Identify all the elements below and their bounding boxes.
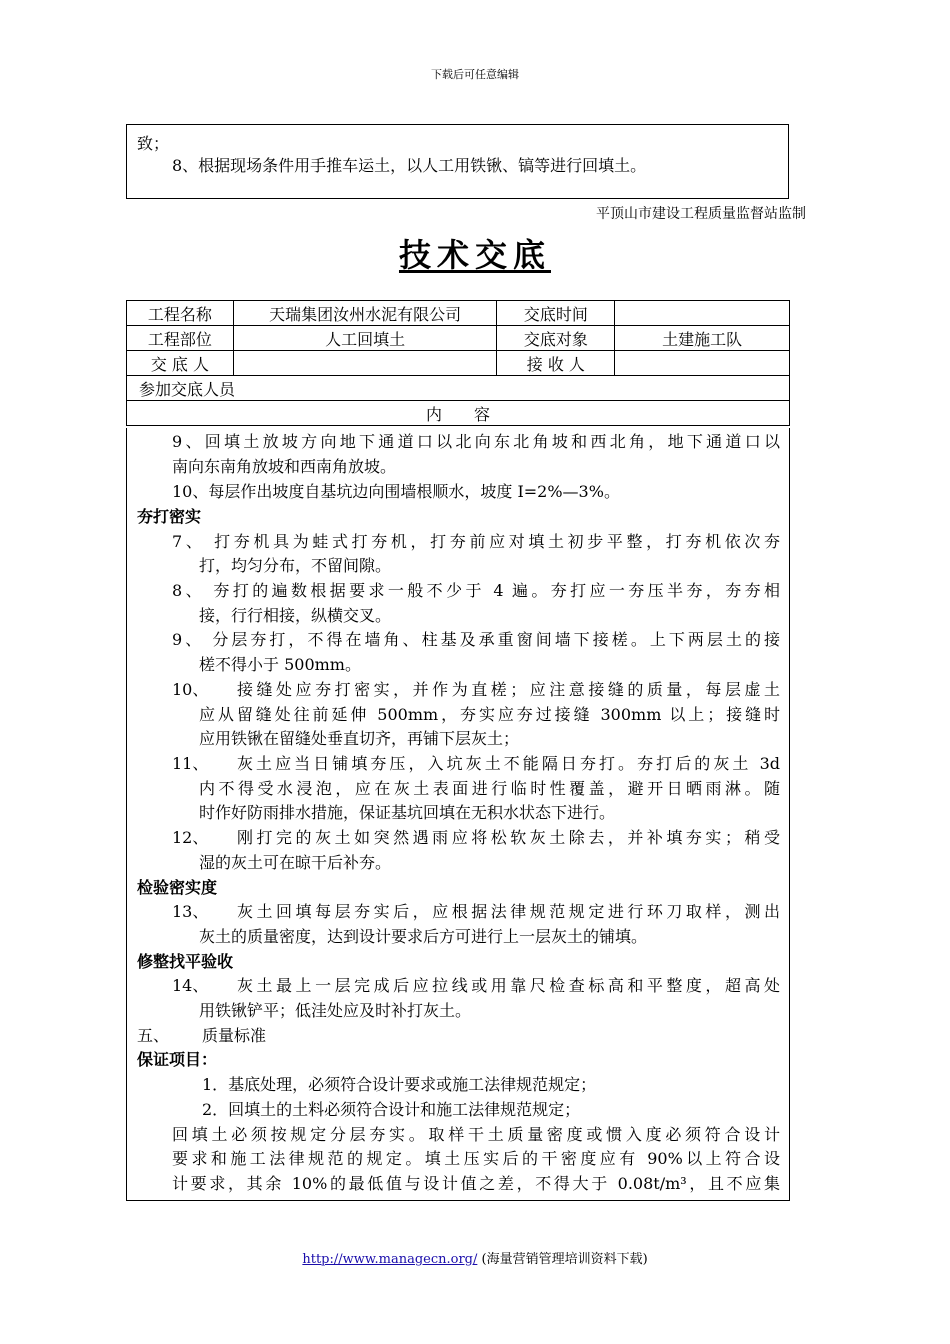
section-number: 五、 (137, 1026, 170, 1045)
item-number: 10、 (172, 680, 209, 699)
content-line: 灰土的质量密度，达到设计要求后方可进行上一层灰土的铺填。 (199, 927, 648, 946)
header-note: 下载后可任意编辑 (431, 68, 519, 81)
top-box-line2: 8、根据现场条件用手推车运土，以人工用铁锹、镐等进行回填土。 (172, 156, 647, 175)
content-line: 内不得受水浸泡，应在灰土表面进行临时性覆盖，避开日晒雨淋。随 (199, 779, 780, 798)
content-line: 打，均匀分布，不留间隙。 (199, 556, 392, 575)
content-line: 槎不得小于 500mm。 (199, 655, 361, 674)
top-box-line1: 致； (137, 134, 170, 153)
time-label: 交底时间 (497, 301, 615, 326)
project-name-value: 天瑞集团汝州水泥有限公司 (233, 301, 497, 326)
content-line: 1．基底处理，必须符合设计要求或施工法律规范规定； (202, 1075, 597, 1094)
receiver-label: 接 收 人 (497, 351, 615, 376)
supervisor-note: 平顶山市建设工程质量监督站监制 (596, 206, 806, 222)
receiver-value (615, 351, 790, 376)
content-line: 灰土回填每层夯实后，应根据法律规范规定进行环刀取样，测出 (237, 902, 780, 921)
top-box (126, 124, 789, 199)
content-line: 回填土必须按规定分层夯实。取样干土质量密度或惯入度必须符合设计 (172, 1125, 780, 1144)
content-line: 应从留缝处往前延伸 500mm，夯实应夯过接缝 300mm 以上；接缝时 (199, 705, 780, 724)
part-label: 工程部位 (127, 326, 234, 351)
content-box (126, 428, 790, 1201)
content-line: 湿的灰土可在晾干后补夯。 (199, 853, 392, 872)
content-line: 刚打完的灰土如突然遇雨应将松软灰土除去，并补填夯实；稍受 (237, 828, 780, 847)
giver-value (233, 351, 497, 376)
info-table (126, 300, 790, 426)
content-line: 要求和施工法律规范的规定。填土压实后的干密度应有 90%以上符合设 (172, 1149, 780, 1168)
content-line: 灰土最上一层完成后应拉线或用靠尺检查标高和平整度，超高处 (237, 976, 780, 995)
target-label: 交底对象 (497, 326, 615, 351)
item-number: 12、 (172, 828, 209, 847)
content-line: 2．回填土的土料必须符合设计和施工法律规范规定； (202, 1100, 581, 1119)
section-heading: 修整找平验收 (137, 952, 234, 971)
content-label: 内 容 (127, 401, 790, 426)
content-line: 10、每层作出坡度自基坑边向围墙根顺水，坡度 I=2%—3%。 (172, 482, 620, 501)
section-heading: 检验密实度 (137, 878, 218, 897)
content-line: 9、 分层夯打，不得在墙角、柱基及承重窗间墙下接槎。上下两层土的接 (172, 630, 780, 649)
target-value: 土建施工队 (615, 326, 790, 351)
page-title: 技术交底 (398, 236, 551, 274)
content-line: 灰土应当日铺填夯压，入坑灰土不能隔日夯打。夯打后的灰土 3d (237, 754, 780, 773)
content-line: 接，行行相接，纵横交叉。 (199, 606, 392, 625)
footer (0, 1248, 950, 1267)
item-number: 14、 (172, 976, 209, 995)
content-line: 时作好防雨排水措施，保证基坑回填在无积水状态下进行。 (199, 803, 616, 822)
content-line: 8、 夯打的遍数根据要求一般不少于 4 遍。夯打应一夯压半夯，夯夯相 (172, 581, 780, 600)
section-title: 质量标准 (202, 1026, 267, 1045)
participants-label: 参加交底人员 (127, 376, 790, 401)
content-line: 接缝处应夯打密实，并作为直槎；应注意接缝的质量，每层虚土 (237, 680, 780, 699)
item-number: 13、 (172, 902, 209, 921)
time-value (615, 301, 790, 326)
giver-label: 交 底 人 (127, 351, 234, 376)
item-number: 11、 (172, 754, 209, 773)
content-line: 应用铁锹在留缝处垂直切齐，再铺下层灰土； (199, 729, 520, 748)
section-heading: 夯打密实 (137, 507, 202, 526)
content-line: 9、回填土放坡方向地下通道口以北向东北角坡和西北角，地下通道口以 (172, 432, 780, 451)
project-name-label: 工程名称 (127, 301, 234, 326)
content-line: 南向东南角放坡和西南角放坡。 (172, 457, 397, 476)
content-line: 计要求，其余 10%的最低值与设计值之差，不得大于 0.08t/m³，且不应集 (172, 1174, 780, 1193)
part-value: 人工回填土 (233, 326, 497, 351)
content-line: 7、 打夯机具为蛙式打夯机，打夯前应对填土初步平整，打夯机依次夯 (172, 532, 780, 551)
footer-link[interactable]: http://www.managecn.org/ (302, 1252, 478, 1267)
footer-text: (海量营销管理培训资料下载) (477, 1252, 648, 1267)
content-line: 用铁锹铲平；低洼处应及时补打灰土。 (199, 1001, 472, 1020)
section-heading: 保证项目： (137, 1050, 218, 1069)
